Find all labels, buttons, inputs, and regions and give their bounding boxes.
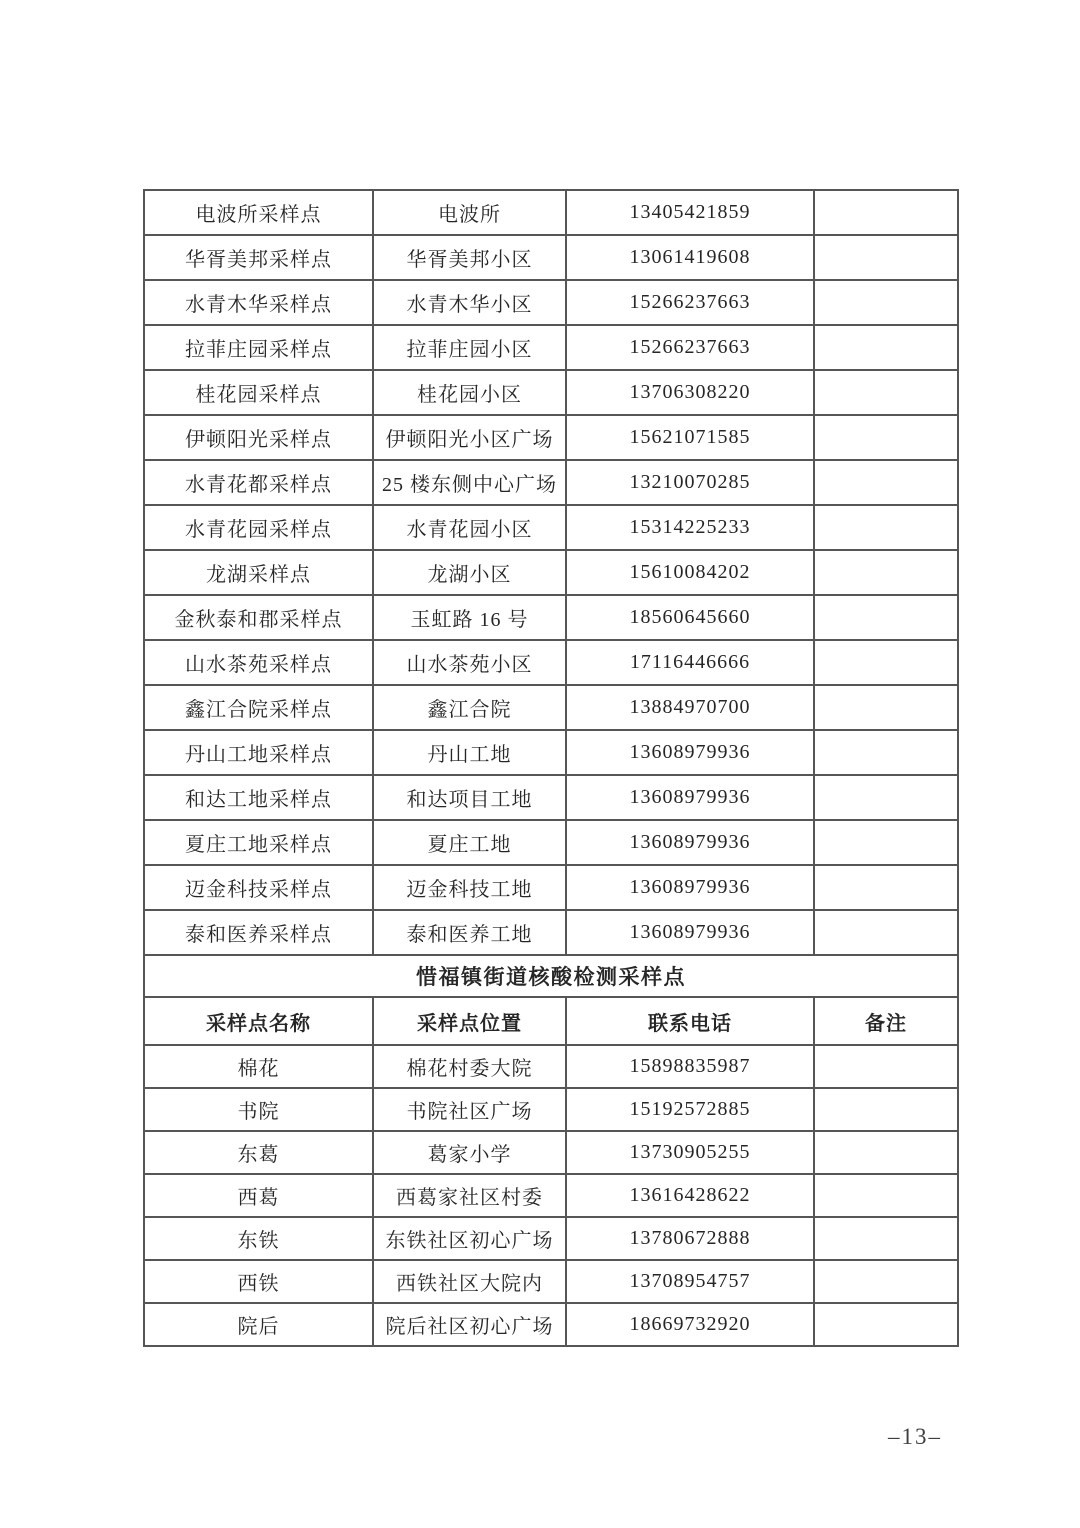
location-cell: 泰和医养工地 xyxy=(373,910,566,955)
table-row xyxy=(144,370,958,415)
location-cell: 东铁社区初心广场 xyxy=(373,1217,566,1260)
site-name-cell: 华胥美邦采样点 xyxy=(144,235,373,280)
location-cell: 水青木华小区 xyxy=(373,280,566,325)
phone-cell: 13616428622 xyxy=(566,1174,814,1217)
location-cell: 伊顿阳光小区广场 xyxy=(373,415,566,460)
table-row xyxy=(144,1131,958,1174)
remark-cell xyxy=(814,1260,958,1303)
remark-cell xyxy=(814,1217,958,1260)
site-name-cell: 丹山工地采样点 xyxy=(144,730,373,775)
table-row xyxy=(144,550,958,595)
table-row xyxy=(144,640,958,685)
remark-cell xyxy=(814,370,958,415)
location-cell: 拉菲庄园小区 xyxy=(373,325,566,370)
remark-cell xyxy=(814,865,958,910)
phone-cell: 15314225233 xyxy=(566,505,814,550)
phone-cell: 15610084202 xyxy=(566,550,814,595)
xifu-sampling-rows xyxy=(144,1045,958,1346)
sampling-points-table xyxy=(143,189,959,1347)
phone-cell: 15898835987 xyxy=(566,1045,814,1088)
phone-cell: 15192572885 xyxy=(566,1088,814,1131)
table-row xyxy=(144,595,958,640)
table-row xyxy=(144,460,958,505)
phone-cell: 13608979936 xyxy=(566,910,814,955)
phone-cell: 13608979936 xyxy=(566,730,814,775)
section-title-row xyxy=(144,955,958,997)
remark-cell xyxy=(814,460,958,505)
remark-cell xyxy=(814,235,958,280)
location-cell: 桂花园小区 xyxy=(373,370,566,415)
site-name-cell: 电波所采样点 xyxy=(144,190,373,235)
remark-cell xyxy=(814,415,958,460)
location-cell: 夏庄工地 xyxy=(373,820,566,865)
site-name-cell: 水青花园采样点 xyxy=(144,505,373,550)
remark-cell xyxy=(814,280,958,325)
table-row xyxy=(144,820,958,865)
location-cell: 葛家小学 xyxy=(373,1131,566,1174)
remark-cell xyxy=(814,1131,958,1174)
table-header-row xyxy=(144,997,958,1045)
table-row xyxy=(144,1088,958,1131)
column-header: 采样点名称 xyxy=(144,997,373,1045)
column-header: 备注 xyxy=(814,997,958,1045)
location-cell: 鑫江合院 xyxy=(373,685,566,730)
remark-cell xyxy=(814,685,958,730)
column-header: 联系电话 xyxy=(566,997,814,1045)
remark-cell xyxy=(814,190,958,235)
table-row xyxy=(144,1260,958,1303)
remark-cell xyxy=(814,505,958,550)
location-cell: 龙湖小区 xyxy=(373,550,566,595)
remark-cell xyxy=(814,1045,958,1088)
table-row xyxy=(144,1303,958,1346)
table-row xyxy=(144,190,958,235)
location-cell: 棉花村委大院 xyxy=(373,1045,566,1088)
remark-cell xyxy=(814,1303,958,1346)
remark-cell xyxy=(814,640,958,685)
phone-cell: 18560645660 xyxy=(566,595,814,640)
site-name-cell: 山水茶苑采样点 xyxy=(144,640,373,685)
site-name-cell: 夏庄工地采样点 xyxy=(144,820,373,865)
table-row xyxy=(144,1217,958,1260)
table-row xyxy=(144,325,958,370)
table-row xyxy=(144,865,958,910)
site-name-cell: 棉花 xyxy=(144,1045,373,1088)
remark-cell xyxy=(814,1174,958,1217)
location-cell: 山水茶苑小区 xyxy=(373,640,566,685)
table-row xyxy=(144,775,958,820)
phone-cell: 18669732920 xyxy=(566,1303,814,1346)
location-cell: 电波所 xyxy=(373,190,566,235)
site-name-cell: 鑫江合院采样点 xyxy=(144,685,373,730)
phone-cell: 13608979936 xyxy=(566,865,814,910)
phone-cell: 17116446666 xyxy=(566,640,814,685)
remark-cell xyxy=(814,325,958,370)
remark-cell xyxy=(814,820,958,865)
site-name-cell: 水青花都采样点 xyxy=(144,460,373,505)
phone-cell: 13405421859 xyxy=(566,190,814,235)
remark-cell xyxy=(814,910,958,955)
location-cell: 华胥美邦小区 xyxy=(373,235,566,280)
page-number: –13– xyxy=(888,1424,942,1449)
location-cell: 西铁社区大院内 xyxy=(373,1260,566,1303)
table-row xyxy=(144,685,958,730)
phone-cell: 15266237663 xyxy=(566,325,814,370)
phone-cell: 13730905255 xyxy=(566,1131,814,1174)
phone-cell: 13708954757 xyxy=(566,1260,814,1303)
site-name-cell: 迈金科技采样点 xyxy=(144,865,373,910)
table-row xyxy=(144,1174,958,1217)
xifu-section xyxy=(144,955,958,1045)
site-name-cell: 伊顿阳光采样点 xyxy=(144,415,373,460)
phone-cell: 13780672888 xyxy=(566,1217,814,1260)
site-name-cell: 西铁 xyxy=(144,1260,373,1303)
phone-cell: 15266237663 xyxy=(566,280,814,325)
table-row xyxy=(144,910,958,955)
phone-cell: 13884970700 xyxy=(566,685,814,730)
site-name-cell: 书院 xyxy=(144,1088,373,1131)
table-row xyxy=(144,235,958,280)
city-sampling-rows xyxy=(144,190,958,955)
phone-cell: 13061419608 xyxy=(566,235,814,280)
phone-cell: 13210070285 xyxy=(566,460,814,505)
table-row xyxy=(144,1045,958,1088)
site-name-cell: 院后 xyxy=(144,1303,373,1346)
location-cell: 水青花园小区 xyxy=(373,505,566,550)
location-cell: 25 楼东侧中心广场 xyxy=(373,460,566,505)
location-cell: 院后社区初心广场 xyxy=(373,1303,566,1346)
location-cell: 迈金科技工地 xyxy=(373,865,566,910)
column-header: 采样点位置 xyxy=(373,997,566,1045)
table-row xyxy=(144,415,958,460)
remark-cell xyxy=(814,595,958,640)
location-cell: 玉虹路 16 号 xyxy=(373,595,566,640)
table-row xyxy=(144,730,958,775)
phone-cell: 13608979936 xyxy=(566,775,814,820)
site-name-cell: 拉菲庄园采样点 xyxy=(144,325,373,370)
site-name-cell: 东葛 xyxy=(144,1131,373,1174)
location-cell: 丹山工地 xyxy=(373,730,566,775)
location-cell: 西葛家社区村委 xyxy=(373,1174,566,1217)
remark-cell xyxy=(814,730,958,775)
table-row xyxy=(144,280,958,325)
location-cell: 和达项目工地 xyxy=(373,775,566,820)
table-row xyxy=(144,505,958,550)
site-name-cell: 和达工地采样点 xyxy=(144,775,373,820)
site-name-cell: 泰和医养采样点 xyxy=(144,910,373,955)
site-name-cell: 金秋泰和郡采样点 xyxy=(144,595,373,640)
site-name-cell: 水青木华采样点 xyxy=(144,280,373,325)
phone-cell: 13706308220 xyxy=(566,370,814,415)
phone-cell: 15621071585 xyxy=(566,415,814,460)
remark-cell xyxy=(814,775,958,820)
site-name-cell: 桂花园采样点 xyxy=(144,370,373,415)
site-name-cell: 龙湖采样点 xyxy=(144,550,373,595)
location-cell: 书院社区广场 xyxy=(373,1088,566,1131)
phone-cell: 13608979936 xyxy=(566,820,814,865)
site-name-cell: 东铁 xyxy=(144,1217,373,1260)
remark-cell xyxy=(814,550,958,595)
site-name-cell: 西葛 xyxy=(144,1174,373,1217)
remark-cell xyxy=(814,1088,958,1131)
section-title: 惜福镇街道核酸检测采样点 xyxy=(144,955,958,997)
